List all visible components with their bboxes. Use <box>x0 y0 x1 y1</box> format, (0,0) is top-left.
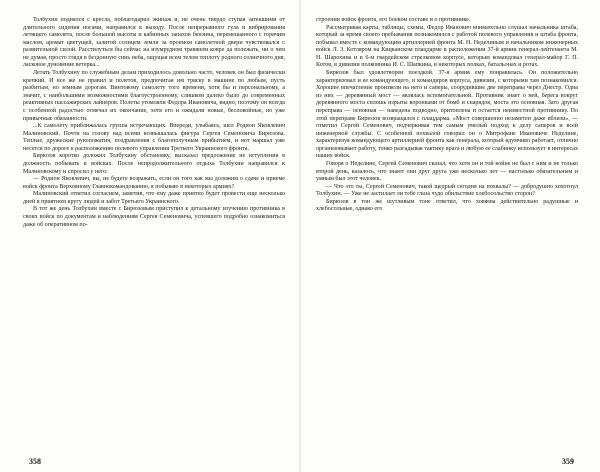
paragraph: Рассматривая карты, таблицы, схемы, Федор Иванович внимательно слушал начальника штаба, который за время своего пребывания познакомился с работой полевого управления и штаба фронта, побывал вместе с командующим артиллерией фронта М. Н. Неделиным и начальником инженерных войск Л. З. Котляром на Кицканском плацдарме в расположении 37-й армии генерал-лейтенанта М. Н. Шарохина и в 6-м гвардейском стрелковом корпусе, которым командовал генерал-майор Г. П. Котов, в дивизии полковника И. С. Шапкина, в некоторых полках, батальонах и ротах. <box>316 24 578 69</box>
page-number-left: 358 <box>29 457 41 466</box>
paragraph: строении войск фронта, его боевом составе и о противнике. <box>316 17 471 23</box>
paragraph: Бирюзов был удовлетворен поездкой. 37-я армия ему понравилась. Он положительно характеризовал и ее командующего, и командиров корпуса, дивизии, с которыми там познакомился. Хорошее впечатление произвели на него и саперы, соорудившие две переправы через Днестр. Одна из них — деревянный мост — являлась вспомогательной. Противник знает о ней, берега вокруг деревянного моста сплошь изрыты воронками от бомб и снарядов, моста это основная. Зато другая переправа — основная — наведена подводно, притоплена и остается неизвестной противнику. По этой переправе Бирюзов возвращался с плацдарма. «Мост совершенно незаметен даже вблизи», — отметил Сергей Семенович, подчеркивая тем самым умелый подход к делу саперов и всей инженерной службы. С особенной похвалой говорил он о Митрофане Ивановиче Неделине, характеризуя командующего артиллерией фронта как генерала, который вдумчиво работает, отлично организовывает работу, тонко разгадывая тактику врага и любую ее слабинку использует в интересах наших войск. <box>316 70 578 160</box>
paragraph: Толбухин поднялся с кресла, поблагодарил экипаж и, не очень твердо ступая затекшими от длительного сидения ногами, направился к выходу. После непрерывного гула и вибрирования летящего самолета, после большой высоты и кабинных запахов бензина, перемешанного с горячим маслом, аромат цветущей, залитой солнцем земли за проемом самолетной двери чувствовался с развительной силой. Расстилуться бы сейчас на изумрудном травяном ковре да полежать, ни о чем не думая, просто глядя в бездонную синь неба, ощущая всем телом теплоту родного солнечного дня, ласковое дуновение ветерка... <box>23 17 285 69</box>
paragraph: ...К самолету приближалась группа встречающих. Впереди, улыбаясь, шел Родион Яковлевич Малиновский. Почти на голову над всеми возвышалась фигура Сергея Семеновича Бирюзова. Теплые, дружеские рукопожатия, поздравления с благополучным прибытием, и вот маршал уже несется по дороге к расположению полевого управления Третьего Украинского фронта. <box>23 123 285 152</box>
right-page <box>316 17 578 453</box>
paragraph: Говоря о Неделине, Сергей Семенович сказал, что хотя он и той войне не был с ним и не только второй день, казалось, что знают они друг друга уже несколько лет — настолько обязательным и умным был этот человек. <box>316 160 578 183</box>
paragraph: Летать Толбухину по служебным делам приходилось довольно часто, человек он был физически крепкий. И все же не правил и полетов, предпочитая им тряску в машине по любым, пусть разбитым, но земным дорогам. Винтовому самолету того времени, хотя бы и персональному, а значит, с наибольшими возможностями благоустроенному, слишком далеко было до современных реактивных пассажирских лайнеров. Полеты утомляли Федора Ивановича, видно, поэтому он всегда с особенной радостью отмечал их окончание, хотя его и ожидали новые, беспокойные, но уже привычные обязанности. <box>23 70 285 122</box>
left-page <box>23 17 285 453</box>
paragraph: В тот же день Толбухин вместе с Бирюзовым приступил к детальному изучению противника в своих войск по документам и наблюдениям Сергея Семеновича, успевшего подробно ознакомиться даже об оперативном по- <box>23 206 285 228</box>
paragraph: Бирюзов в тон же шутливым тоне ответил, что ховяева действительно радушные и хлебосольные, однако его <box>316 198 578 213</box>
paragraph: — Что это ты, Сергей Семенович, такой щедрый сегодня на похвалы? — добродушно хохотнул Толбухин. — Уже не застилает ли тебе глаза чудо обильствие хлебосольство сторон? <box>316 183 578 198</box>
paragraph: Малиновский ответил согласием, заметив, что ему даже приятно будет провести еще несколько дней в приятном кругу людей и забот Третьего Украинского. <box>23 191 285 205</box>
page-gutter <box>299 0 301 472</box>
paragraph: Бирюзов коротко доложил Толбухину обстановку, высказал предложение не вступления в должность побывать в войсках. После непродолжительного отдыха Толбухин направился к Малиновскому и спросил у него: <box>23 153 285 175</box>
paragraph: — Родион Яковлевич, вы, не будете возражать, если он того как мы доложим о сдаче и приеме войск фронта Верховному Главнокомандованию, я побываю в некоторых армиях? <box>23 176 285 190</box>
page-number-right: 359 <box>562 457 574 466</box>
